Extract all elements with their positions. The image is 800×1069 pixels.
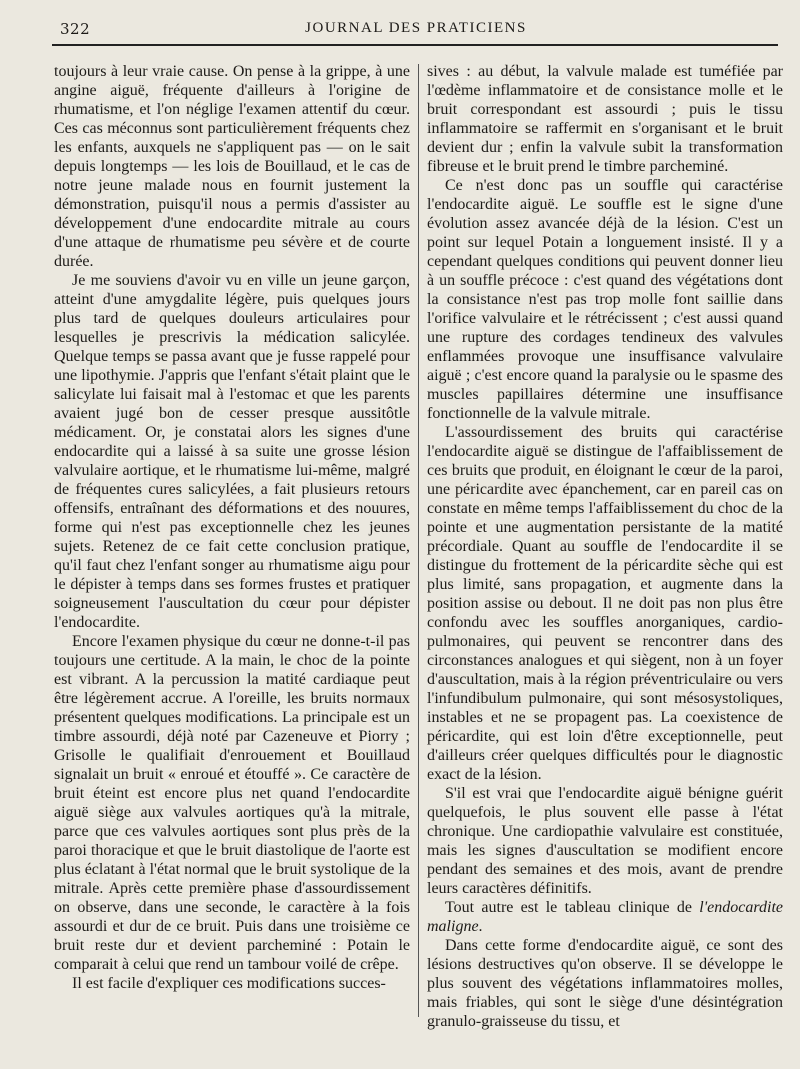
text-run: . bbox=[478, 918, 483, 935]
paragraph: Dans cette forme d'endocardite aiguë, ce sont des lésions destructives qu'on observe. Il se développe le plus souvent des végétations inflammatoires molles, mais friables, qui sont le siège d'une désintégration granulo-graisseuse du tissu, et bbox=[427, 937, 783, 1030]
left-column bbox=[54, 62, 410, 1049]
page-number: 322 bbox=[60, 20, 91, 38]
text-run: Tout autre est le tableau clinique de bbox=[445, 899, 700, 916]
paragraph: Encore l'examen physique du cœur ne donne-t-il pas toujours une certitude. A la main, le choc de la pointe est vibrant. A la percussion la matité cardiaque peut être légèrement accrue. A l'oreille, les bruits normaux présentent quelques modifications. La principale est un timbre assourdi, déjà noté par Cazeneuve et Piorry ; Grisolle le qualifiait d'enrouement et Bouillaud signalait un bruit « enroué et étouffé ». Ce caractère de bruit éteint est encore plus net quand l'endocardite aiguë siège aux valvules aortiques qu'à la mitrale, parce que ces valvules aortiques sont plus près de la paroi thoracique et que le bruit diastolique de l'aorte est plus éclatant à l'état normal que le bruit systolique de la mitrale. Après cette première phase d'assourdissement on observe, dans une seconde, le caractère à la fois assourdi et dur de ce bruit. Puis dans une troisième ce bruit reste dur et devient parcheminé : Potain le comparait à celui que rend un tambour voilé de crêpe. bbox=[54, 633, 410, 973]
paragraph: Je me souviens d'avoir vu en ville un jeune garçon, atteint d'une amygdalite légère, puis quelques jours plus tard de quelques douleurs articulaires pour lesquelles je prescrivis la médication salicylée. Quelque temps se passa avant que je fusse rappelé pour une lipothymie. J'appris que l'enfant s'était plaint que le salicylate lui faisait mal à l'estomac et que les parents avaient jugé bon de cesser presque aussitôtle médicament. Or, je constatai alors les signes d'une endocardite qui a laissé à sa suite une grosse lésion valvulaire aortique, et le rhumatisme lui-même, malgré de fréquentes cures salicylées, a fait plusieurs retours offensifs, entraînant des déformations et des nouures, forme qui n'est pas exceptionnelle chez les jeunes sujets. Retenez de ce fait cette conclusion pratique, qu'il faut chez l'enfant songer au rhumatisme aigu pour le dépister à temps dans ses formes frustes et pratiquer soigneusement l'auscultation du cœur pour dépister l'endocardite. bbox=[54, 272, 410, 631]
page-header bbox=[60, 20, 772, 42]
column-divider bbox=[418, 64, 419, 1017]
right-column bbox=[427, 62, 783, 1049]
italic-term: l'endocardite maligne bbox=[427, 899, 783, 935]
paragraph: Il est facile d'expliquer ces modifications succes- bbox=[72, 975, 386, 992]
paragraph: toujours à leur vraie cause. On pense à la grippe, à une angine aiguë, fréquente d'ailleurs à l'origine de rhumatisme, et l'on néglige l'examen attentif du cœur. Ces cas méconnus sont particulièrement fréquents chez les enfants, auxquels ne s'appliquent pas — on le sait depuis longtemps — les lois de Bouillaud, et le cas de notre jeune malade nous en fournit justement la démonstration, puisqu'il nous a permis d'assister au développement d'une endocardite mitrale au cours d'une attaque de rhumatisme peu sévère et de courte durée. bbox=[54, 63, 410, 270]
header-rule bbox=[52, 44, 778, 46]
paragraph: sives : au début, la valvule malade est tuméfiée par l'œdème inflammatoire et de consistance molle et le bruit correspondant est assourdi ; puis le tissu inflammatoire se raffermit en s'organisant et le bruit devient dur ; enfin la valvule subit la transformation fibreuse et le bruit prend le timbre parcheminé. bbox=[427, 63, 783, 175]
paragraph: L'assourdissement des bruits qui caractérise l'endocardite aiguë se distingue de l'affaiblissement de ces bruits que produit, en éloignant le cœur de la paroi, une péricardite avec épanchement, car en pareil cas on constate en même temps l'affaiblissement du choc de la pointe et une augmentation persistante de la matité précordiale. Quant au souffle de l'endocardite il se distingue du frottement de la péricardite sèche qui est plus limité, sans propagation, et augmente dans la position assise ou debout. Il ne doit pas non plus être confondu avec les souffles anorganiques, cardio-pulmonaires, qui peuvent se rencontrer dans des circonstances analogues et qui siègent, non à un foyer d'auscultation, mais à la région préventriculaire ou vers l'infundibulum pulmonaire, qui sont mésosystoliques, instables et ne se propagent pas. La coexistence de péricardite, qui est loin d'être exceptionnelle, peut d'ailleurs créer quelques difficultés pour le diagnostic exact de la lésion. bbox=[427, 424, 783, 783]
running-title: JOURNAL DES PRATICIENS bbox=[305, 20, 527, 36]
paragraph-with-italic bbox=[427, 898, 783, 936]
paragraph: S'il est vrai que l'endocardite aiguë bénigne guérit quelquefois, le plus souvent elle passe à l'état chronique. Une cardiopathie valvulaire est constituée, mais les signes d'auscultation se modifient encore pendant des semaines et des mois, avant de prendre leurs caractères définitifs. bbox=[427, 785, 783, 897]
paragraph: Ce n'est donc pas un souffle qui caractérise l'endocardite aiguë. Le souffle est le signe d'une évolution assez avancée déjà de la lésion. C'est un point sur lequel Potain a longuement insisté. Il y a cependant quelques conditions qui peuvent donner lieu à un souffle précoce : c'est quand des végétations dont la consistance n'est pas trop molle font saillie dans l'orifice valvulaire et le rétrécissent ; c'est aussi quand une rupture des cordages tendineux des valvules enflammées provoque une insuffisance valvulaire aiguë ; c'est encore quand la paralysie ou le spasme des muscles papillaires détermine une insuffisance fonctionnelle de la valvule mitrale. bbox=[427, 177, 783, 422]
